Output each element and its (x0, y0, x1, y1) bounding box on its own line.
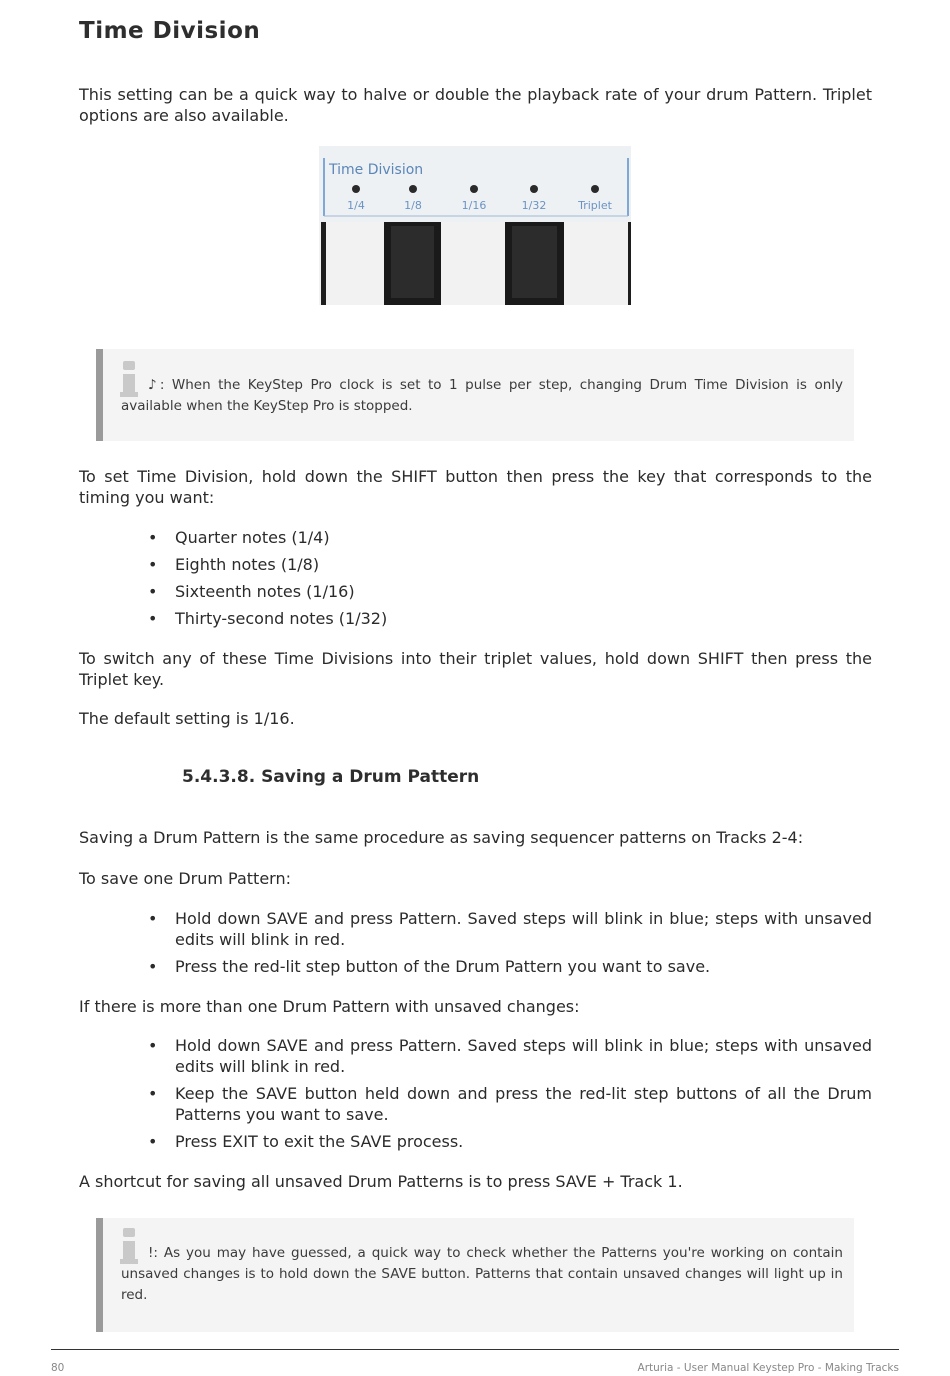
label-1-4: 1/4 (347, 199, 365, 212)
led-1-8 (409, 185, 417, 193)
intro-paragraph: This setting can be a quick way to halve or double the playback rate of your drum Pattern. Triplet options are also available. (79, 85, 872, 125)
label-1-16: 1/16 (461, 199, 487, 212)
save-one-paragraph: To save one Drum Pattern: (79, 869, 291, 888)
note-text: !: As you may have guessed, a quick way to check whether the Patterns you're working on contain unsaved changes is to hold down the SAVE button. Patterns that contain unsaved changes will light up in red. (121, 1245, 843, 1303)
list-item: • Sixteenth notes (1/16) (175, 581, 872, 602)
section-title: Time Division (79, 18, 261, 44)
subsection-title: 5.4.3.8. Saving a Drum Pattern (182, 767, 480, 787)
label-triplet: Triplet (578, 199, 612, 212)
time-division-figure (319, 146, 631, 305)
led-1-32 (530, 185, 538, 193)
list-item: • Thirty-second notes (1/32) (175, 608, 872, 629)
footer-rule (51, 1349, 899, 1350)
led-triplet (591, 185, 599, 193)
note-box-clock (96, 349, 854, 441)
list-item: • Eighth notes (1/8) (175, 554, 872, 575)
shortcut-paragraph: A shortcut for saving all unsaved Drum Patterns is to press SAVE + Track 1. (79, 1172, 683, 1191)
footer-doc-title: Arturia - User Manual Keystep Pro - Making Tracks (637, 1362, 899, 1374)
list-item: • Press EXIT to exit the SAVE process. (175, 1131, 872, 1152)
list-item: • Hold down SAVE and press Pattern. Saved steps will blink in blue; steps with unsaved edits will blink in red. (175, 1035, 872, 1077)
time-division-panel-illustration (319, 146, 631, 305)
note-text: ♪: When the KeyStep Pro clock is set to 1 pulse per step, changing Drum Time Division is only available when the KeyStep Pro is stopped. (121, 377, 843, 414)
multi-save-list (175, 1035, 872, 1152)
set-time-division-paragraph: To set Time Division, hold down the SHIFT button then press the key that corresponds to the timing you want: (79, 467, 872, 507)
note-box-save (96, 1218, 854, 1332)
list-item: • Keep the SAVE button held down and press the red-lit step buttons of all the Drum Patterns you want to save. (175, 1083, 872, 1125)
led-1-4 (352, 185, 360, 193)
save-one-list (175, 908, 872, 977)
keyboard-keys (319, 222, 631, 305)
divisions-list (175, 527, 872, 629)
page-number: 80 (51, 1362, 65, 1374)
led-1-16 (470, 185, 478, 193)
triplet-paragraph: To switch any of these Time Divisions into their triplet values, hold down SHIFT then press the Triplet key. (79, 649, 872, 689)
default-paragraph: The default setting is 1/16. (79, 709, 295, 728)
label-1-8: 1/8 (404, 199, 422, 212)
saving-paragraph: Saving a Drum Pattern is the same procedure as saving sequencer patterns on Tracks 2-4: (79, 828, 804, 847)
list-item: • Press the red-lit step button of the Drum Pattern you want to save. (175, 956, 872, 977)
label-1-32: 1/32 (521, 199, 547, 212)
list-item: • Hold down SAVE and press Pattern. Saved steps will blink in blue; steps with unsaved edits will blink in red. (175, 908, 872, 950)
list-item: • Quarter notes (1/4) (175, 527, 872, 548)
multi-paragraph: If there is more than one Drum Pattern with unsaved changes: (79, 997, 580, 1016)
figure-title: Time Division (329, 162, 424, 178)
